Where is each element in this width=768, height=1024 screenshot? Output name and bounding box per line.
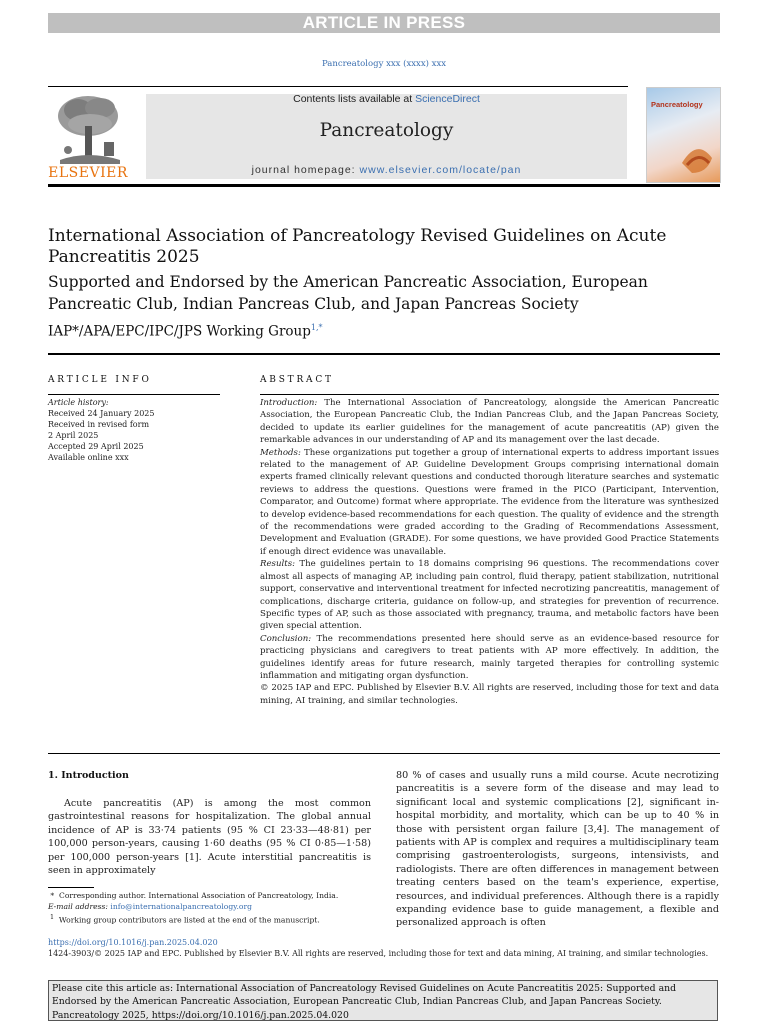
abstract-introduction: Introduction: The International Association of Pancreatology, alongside the American Pancreatic Association, the European Pancreatic Club, the Indian Pancreas Club, and the Japan Pancreas Society, decided to update its earlier guidelines for the management of acute pancreatitis (AP) given the remarkable advances in our understanding of AP and its management over the last decade.	[260, 398, 719, 446]
title-bottom-rule	[48, 353, 720, 355]
author-marks[interactable]: 1,*	[310, 323, 323, 332]
copyright-line: 1424-3903/© 2025 IAP and EPC. Published by Elsevier B.V. All rights are reserved, including those for text and data mining, AI training, and similar technologies.	[48, 949, 709, 958]
journal-homepage: journal homepage: www.elsevier.com/locate/pan	[251, 164, 522, 176]
abstract-heading: ABSTRACT	[260, 375, 334, 385]
footnote-rule	[48, 887, 94, 888]
elsevier-wordmark: ELSEVIER	[48, 165, 128, 181]
header-bottom-rule	[48, 184, 720, 187]
doi-link[interactable]: https://doi.org/10.1016/j.pan.2025.04.020	[48, 938, 218, 947]
abstract-conclusion: Conclusion: The recommendations presented here should serve as an evidence-based resource for practicing physicians and caregivers to treat patients with AP more effectively. In addition, the guidelines identify areas for future research, mainly targeted therapies for controlling systemic inflammation and mitigating organ dysfunction.	[260, 633, 719, 681]
history-item: Received 24 January 2025	[48, 409, 155, 418]
footnote-email: E-mail address: info@internationalpancreatology.org	[48, 902, 252, 911]
introduction-column-2: 80 % of cases and usually runs a mild course. Acute necrotizing pancreatitis is a severe form of the disease and may lead to significant local and systemic complications [2], significant in-hospital morbidity, and mortality, which can be up to 40 % in those with persistent organ failure [3,4]. The management of patients with AP is complex and requires a multidisciplinary team comprising gastroenterologists, surgeons, intensivists, and radiologists. There are often differences in management between treating centers based on the team's experience, expertise, resources, and individual preferences. Although there is a rapidly expanding evidence base to guide management, a flexible and personalized approach is often	[396, 770, 719, 929]
footnote-corresponding: * Corresponding author. International Association of Pancreatology, India.	[48, 891, 339, 900]
footnote-1: $^1$ Working group contributors are listed at the end of the manuscript.	[48, 914, 320, 925]
journal-reference[interactable]: Pancreatology xxx (xxxx) xxx	[321, 59, 447, 69]
contents-line: Contents lists available at ScienceDirect	[293, 93, 480, 105]
history-label: Article history:	[48, 398, 109, 407]
article-title: International Association of Pancreatology Revised Guidelines on Acute Pancreatitis 2025	[48, 226, 667, 267]
cover-title: Pancreatology	[651, 100, 703, 109]
introduction-column-1: Acute pancreatitis (AP) is among the most common gastrointestinal reasons for hospitalization. The global annual incidence of AP is 33·74 patients (95 % CI 23·33—48·81) per 100,000 person-years, causing 1·60 deaths (95 % CI 0·85—1·58) per 100,000 person-years [1]. Acute interstitial pancreatitis is seen in approximately	[48, 798, 371, 877]
abstract-results: Results: The guidelines pertain to 18 domains comprising 96 questions. The recommendations cover almost all aspects of managing AP, including pain control, fluid therapy, patient stabilization, nutritional support, conservative and interventional treatment for infected necrotizing pancreatitis, management of complications, discharge criteria, guidance on follow-up, and strategies for prevention of recurrence. Specific types of AP, such as those associated with pregnancy, trauma, and metabolic factors have been given special attention.	[260, 559, 719, 632]
abstract-methods: Methods: These organizations put together a group of international experts to address important issues related to the management of AP. Guideline Development Groups comprising international domain experts framed clinically relevant questions and conducted thorough literature searches and systematic reviews to address the questions. Questions were framed in the PICO (Participant, Intervention, Comparator, and Outcome) format where appropriate. The evidence from the literature was synthesized to develop evidence-based recommendations for each question. The quality of evidence and the strength of the recommendations were graded according to the Grading of Recommendations Assessment, Development and Evaluation (GRADE). For some questions, we have provided Good Practice Statements if enough direct evidence was unavailable.	[260, 447, 719, 557]
header-top-rule	[48, 86, 628, 87]
introduction-heading: 1. Introduction	[48, 770, 129, 781]
history-item: Received in revised form	[48, 420, 150, 429]
abstract-copyright: © 2025 IAP and EPC. Published by Elsevier B.V. All rights are reserved, including those for text and data mining, AI training, and similar technologies.	[260, 683, 719, 706]
author-line: IAP*/APA/EPC/IPC/JPS Working Group$^{1,*}$	[48, 323, 323, 340]
sciencedirect-link[interactable]: ScienceDirect	[415, 93, 480, 105]
journal-cover-thumbnail	[646, 87, 721, 183]
article-in-press-banner: ARTICLE IN PRESS	[48, 13, 720, 33]
article-info-heading: ARTICLE INFO	[48, 375, 152, 385]
email-link[interactable]: info@internationalpancreatology.org	[110, 902, 252, 911]
history-item: 2 April 2025	[48, 431, 99, 440]
article-info-rule	[48, 394, 220, 395]
abstract-bottom-rule	[48, 753, 720, 754]
journal-title: Pancreatology	[319, 120, 454, 141]
abstract-body	[260, 397, 719, 707]
article-subtitle: Supported and Endorsed by the American Pancreatic Association, European Pancreatic Club, Indian Pancreas Club, and Japan Pancreas Society	[48, 273, 648, 313]
history-item: Available online xxx	[48, 453, 129, 462]
cover-art-icon	[677, 133, 717, 178]
abstract-rule	[260, 394, 719, 395]
citation-box: Please cite this article as: International Association of Pancreatology Revised Guidelines on Acute Pancreatitis 2025: Supported and Endorsed by the American Pancreatic Association, European Pancreatic Club, Indian Pancreas Club, and Japan Pancreas Society. Pancreatology 2025, https://doi.org/10.1016/j.pan.2025.04.020	[48, 980, 718, 1021]
homepage-link[interactable]: www.elsevier.com/locate/pan	[359, 164, 522, 176]
history-item: Accepted 29 April 2025	[48, 442, 144, 451]
article-history	[48, 397, 220, 463]
